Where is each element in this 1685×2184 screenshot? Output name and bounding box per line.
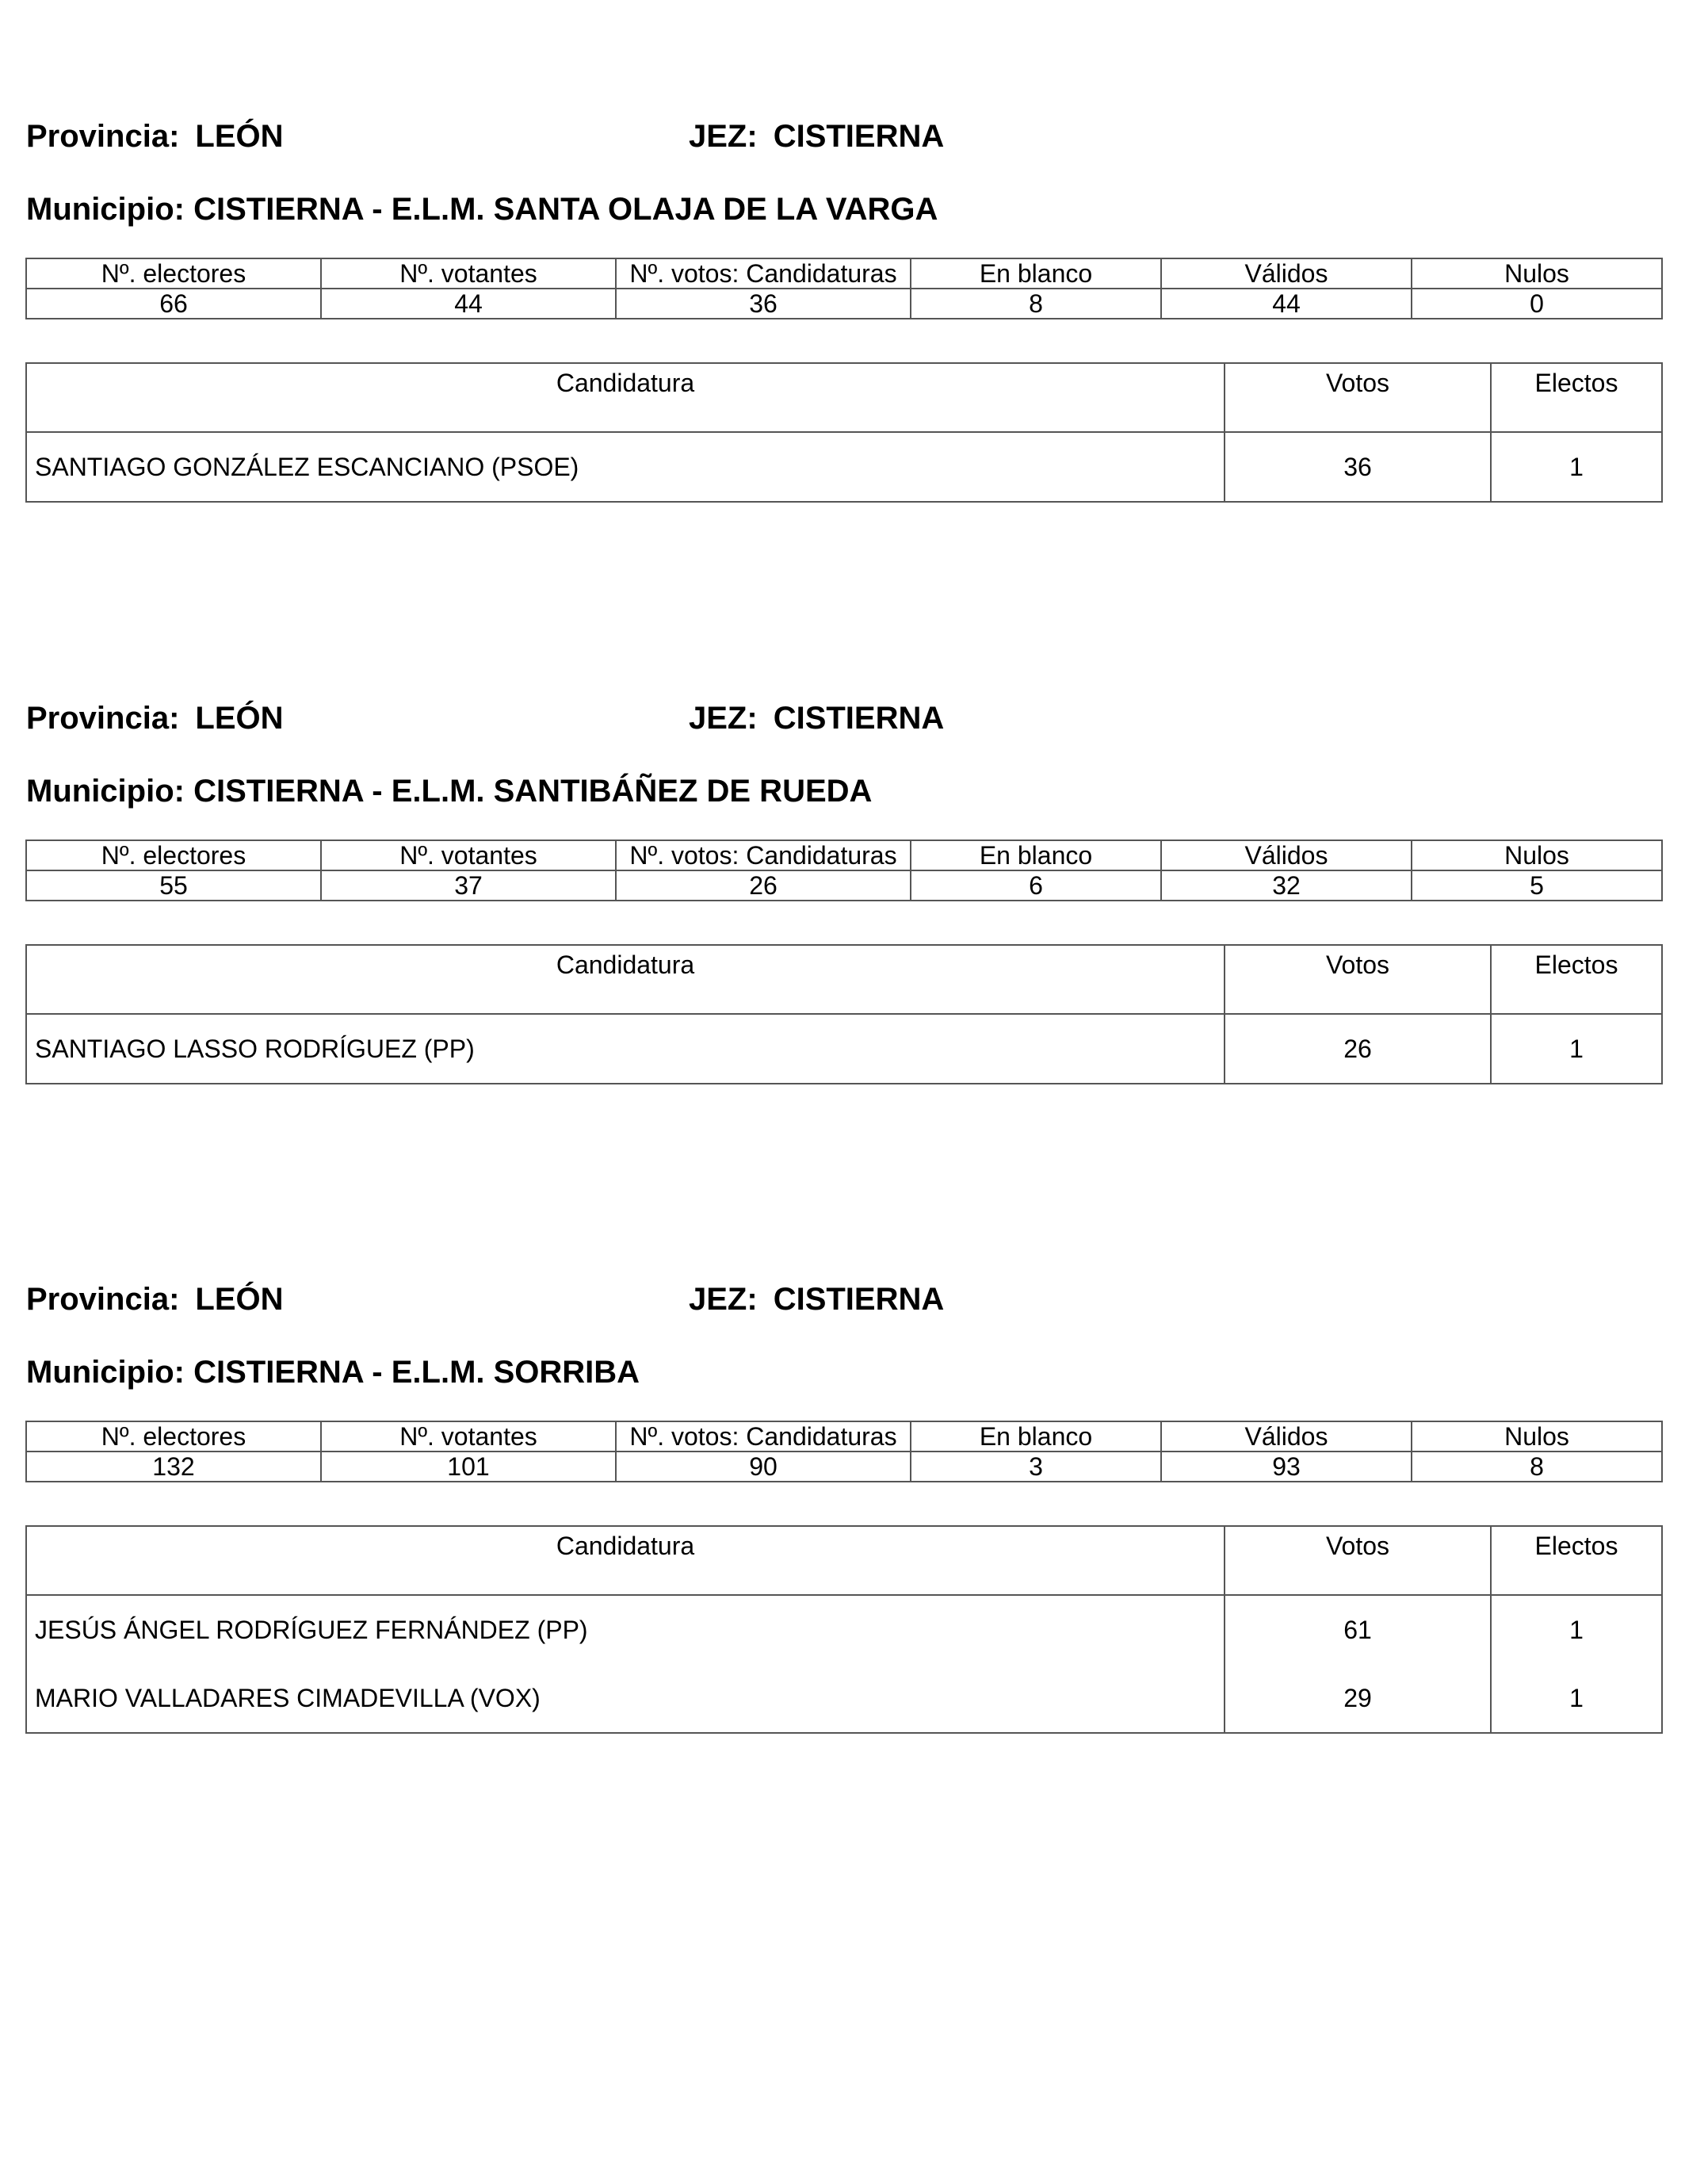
nulos-value: 5 (1412, 870, 1662, 901)
municipio-line (26, 772, 872, 810)
jez-value: CISTIERNA (773, 1282, 945, 1317)
electores-value: 66 (26, 289, 321, 319)
electos-header: Electos (1491, 945, 1662, 1014)
candidate-row (26, 1664, 1662, 1733)
votos-candidaturas-value: 36 (616, 289, 911, 319)
candidate-votos: 26 (1225, 1014, 1491, 1084)
en-blanco-value: 6 (911, 870, 1161, 901)
municipio-value: CISTIERNA - E.L.M. SANTIBÁÑEZ DE RUEDA (193, 774, 873, 809)
candidate-name: JESÚS ÁNGEL RODRÍGUEZ FERNÁNDEZ (PP) (26, 1595, 1225, 1664)
stats-value-row (26, 289, 1662, 319)
validos-value: 44 (1161, 289, 1412, 319)
provincia-line (26, 1280, 284, 1318)
en-blanco-header: En blanco (911, 258, 1161, 289)
nulos-header: Nulos (1412, 840, 1662, 870)
jez-value: CISTIERNA (773, 119, 945, 154)
results-section (0, 582, 1685, 1137)
candidatura-header: Candidatura (26, 1526, 1225, 1595)
municipio-line (26, 190, 938, 228)
votos-candidaturas-value: 90 (616, 1452, 911, 1482)
validos-value: 32 (1161, 870, 1412, 901)
jez-label: JEZ: (689, 1282, 758, 1317)
stats-value-row (26, 1452, 1662, 1482)
stats-value-row (26, 870, 1662, 901)
municipio-label: Municipio: (26, 192, 185, 227)
stats-table (25, 1421, 1663, 1482)
candidate-votos: 61 (1225, 1595, 1491, 1664)
votantes-value: 37 (321, 870, 616, 901)
electos-header: Electos (1491, 1526, 1662, 1595)
votantes-header: Nº. votantes (321, 840, 616, 870)
candidate-name: MARIO VALLADARES CIMADEVILLA (VOX) (26, 1664, 1225, 1733)
stats-header-row (26, 258, 1662, 289)
candidate-name: SANTIAGO GONZÁLEZ ESCANCIANO (PSOE) (26, 432, 1225, 502)
stats-header-row (26, 1421, 1662, 1452)
candidates-table (25, 1525, 1663, 1734)
jez-line (689, 1280, 944, 1318)
electores-value: 132 (26, 1452, 321, 1482)
votos-header: Votos (1225, 363, 1491, 432)
votos-candidaturas-value: 26 (616, 870, 911, 901)
stats-header-row (26, 840, 1662, 870)
results-section (0, 0, 1685, 555)
candidate-name: SANTIAGO LASSO RODRÍGUEZ (PP) (26, 1014, 1225, 1084)
electores-value: 55 (26, 870, 321, 901)
provincia-label: Provincia: (26, 1282, 180, 1317)
candidate-electos: 1 (1491, 1664, 1662, 1733)
votos-candidaturas-header: Nº. votos: Candidaturas (616, 840, 911, 870)
stats-table (25, 258, 1663, 319)
votantes-value: 44 (321, 289, 616, 319)
votos-header: Votos (1225, 1526, 1491, 1595)
results-section (0, 1163, 1685, 1718)
validos-header: Válidos (1161, 840, 1412, 870)
candidate-row (26, 432, 1662, 502)
municipio-line (26, 1353, 640, 1391)
candidate-electos: 1 (1491, 432, 1662, 502)
en-blanco-value: 8 (911, 289, 1161, 319)
nulos-value: 8 (1412, 1452, 1662, 1482)
en-blanco-header: En blanco (911, 840, 1161, 870)
stats-table (25, 840, 1663, 901)
provincia-value: LEÓN (195, 701, 284, 736)
electores-header: Nº. electores (26, 258, 321, 289)
candidatura-header: Candidatura (26, 945, 1225, 1014)
candidate-votos: 36 (1225, 432, 1491, 502)
provincia-label: Provincia: (26, 701, 180, 736)
provincia-value: LEÓN (195, 1282, 284, 1317)
candidates-header-row (26, 945, 1662, 1014)
electores-header: Nº. electores (26, 840, 321, 870)
jez-label: JEZ: (689, 119, 758, 154)
validos-value: 93 (1161, 1452, 1412, 1482)
candidates-header-row (26, 363, 1662, 432)
nulos-header: Nulos (1412, 258, 1662, 289)
en-blanco-value: 3 (911, 1452, 1161, 1482)
provincia-line (26, 117, 284, 155)
nulos-value: 0 (1412, 289, 1662, 319)
candidate-votos: 29 (1225, 1664, 1491, 1733)
jez-value: CISTIERNA (773, 701, 945, 736)
nulos-header: Nulos (1412, 1421, 1662, 1452)
provincia-value: LEÓN (195, 119, 284, 154)
candidate-row (26, 1014, 1662, 1084)
electos-header: Electos (1491, 363, 1662, 432)
validos-header: Válidos (1161, 1421, 1412, 1452)
candidates-table (25, 362, 1663, 503)
candidate-electos: 1 (1491, 1595, 1662, 1664)
municipio-value: CISTIERNA - E.L.M. SANTA OLAJA DE LA VARGA (193, 192, 938, 227)
en-blanco-header: En blanco (911, 1421, 1161, 1452)
provincia-line (26, 699, 284, 737)
votantes-value: 101 (321, 1452, 616, 1482)
municipio-label: Municipio: (26, 1355, 185, 1390)
validos-header: Válidos (1161, 258, 1412, 289)
candidate-row (26, 1595, 1662, 1664)
votantes-header: Nº. votantes (321, 1421, 616, 1452)
votantes-header: Nº. votantes (321, 258, 616, 289)
votos-header: Votos (1225, 945, 1491, 1014)
votos-candidaturas-header: Nº. votos: Candidaturas (616, 1421, 911, 1452)
candidate-electos: 1 (1491, 1014, 1662, 1084)
jez-label: JEZ: (689, 701, 758, 736)
jez-line (689, 117, 944, 155)
electores-header: Nº. electores (26, 1421, 321, 1452)
candidates-header-row (26, 1526, 1662, 1595)
municipio-value: CISTIERNA - E.L.M. SORRIBA (193, 1355, 640, 1390)
votos-candidaturas-header: Nº. votos: Candidaturas (616, 258, 911, 289)
provincia-label: Provincia: (26, 119, 180, 154)
candidatura-header: Candidatura (26, 363, 1225, 432)
candidates-table (25, 944, 1663, 1084)
jez-line (689, 699, 944, 737)
municipio-label: Municipio: (26, 774, 185, 809)
